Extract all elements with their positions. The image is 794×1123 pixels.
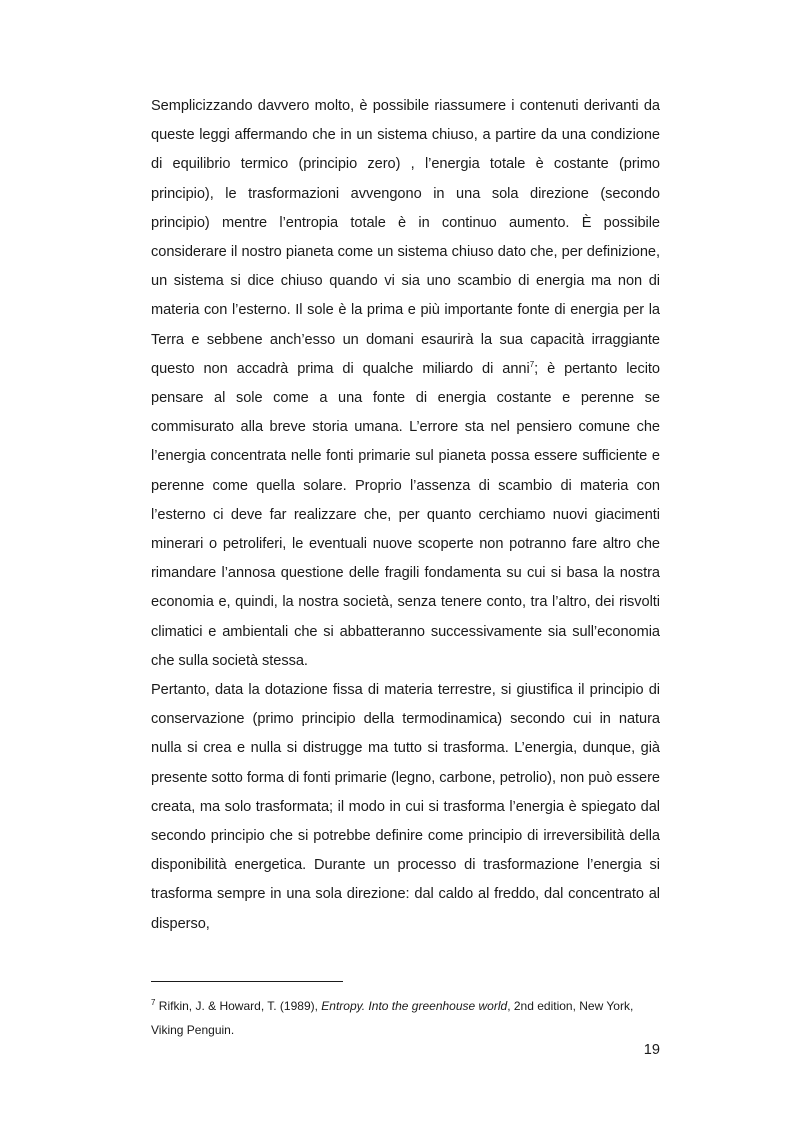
footnote — [151, 995, 660, 1042]
footnote-details: , 2nd edition, New York, Viking Penguin. — [151, 999, 634, 1037]
footnote-authors: Rifkin, J. & Howard, T. (1989), — [155, 999, 322, 1013]
page-number: 19 — [643, 1042, 660, 1058]
footnote-reference: 7 — [529, 359, 535, 369]
paragraph-1-text-a: Semplicizzando davvero molto, è possibile riassumere i contenuti derivanti da queste leggi affermando che in un sistema chiuso, a partire da una condizione di equilibrio termico (principio zero) , l’energia totale è costante (primo principio), le trasformazioni avvengono in una sola direzione (secondo principio) mentre l’entropia totale è in continuo aumento. È possibile considerare il nostro pianeta come un sistema chiuso dato che, per definizione, un sistema si dice chiuso quando vi sia uno scambio di energia ma non di materia con l’esterno. Il sole è la prima e più importante fonte di energia per la Terra e sebbene anch’esso un domani esaurirà la sua capacità irraggiante questo non accadrà prima di qualche miliardo di anni — [151, 98, 660, 377]
footnote-separator — [151, 981, 343, 982]
body-text — [151, 92, 660, 939]
paragraph-1-text-b: ; è pertanto lecito pensare al sole come a una fonte di energia costante e perenne se commisurato alla breve storia umana. L’errore sta nel pensiero comune che l’energia concentrata nelle fonti primarie sul pianeta possa essere sufficiente e perenne come quella solare. Proprio l’assenza di scambio di materia con l’esterno ci deve far realizzare che, per quanto cerchiamo nuovi giacimenti minerari o petroliferi, le eventuali nuove scoperte non potranno fare altro che rimandare l’annosa questione delle fragili fondamenta su cui si basa la nostra economia e, quindi, la nostra società, senza tenere conto, tra l’altro, dei risvolti climatici e ambientali che si abbatteranno successivamente sia sull’economia che sulla società stessa. — [151, 360, 661, 669]
footnote-title: Entropy. Into the greenhouse world — [321, 999, 508, 1013]
paragraph-2: Pertanto, data la dotazione fissa di materia terrestre, si giustifica il principio di conservazione (primo principio della termodinamica) secondo cui in natura nulla si crea e nulla si distrugge ma tutto si trasforma. L’energia, dunque, già presente sotto forma di fonti primarie (legno, carbone, petrolio), non può essere creata, ma solo trasformata; il modo in cui si trasforma l’energia è spiegato dal secondo principio che si potrebbe definire come principio di irreversibilità della disponibilità energetica. Durante un processo di trasformazione l’energia si trasforma sempre in una sola direzione: dal caldo al freddo, dal concentrato al disperso, — [151, 682, 660, 932]
paragraph-1 — [151, 92, 660, 676]
footnote-number: 7 — [151, 998, 156, 1007]
